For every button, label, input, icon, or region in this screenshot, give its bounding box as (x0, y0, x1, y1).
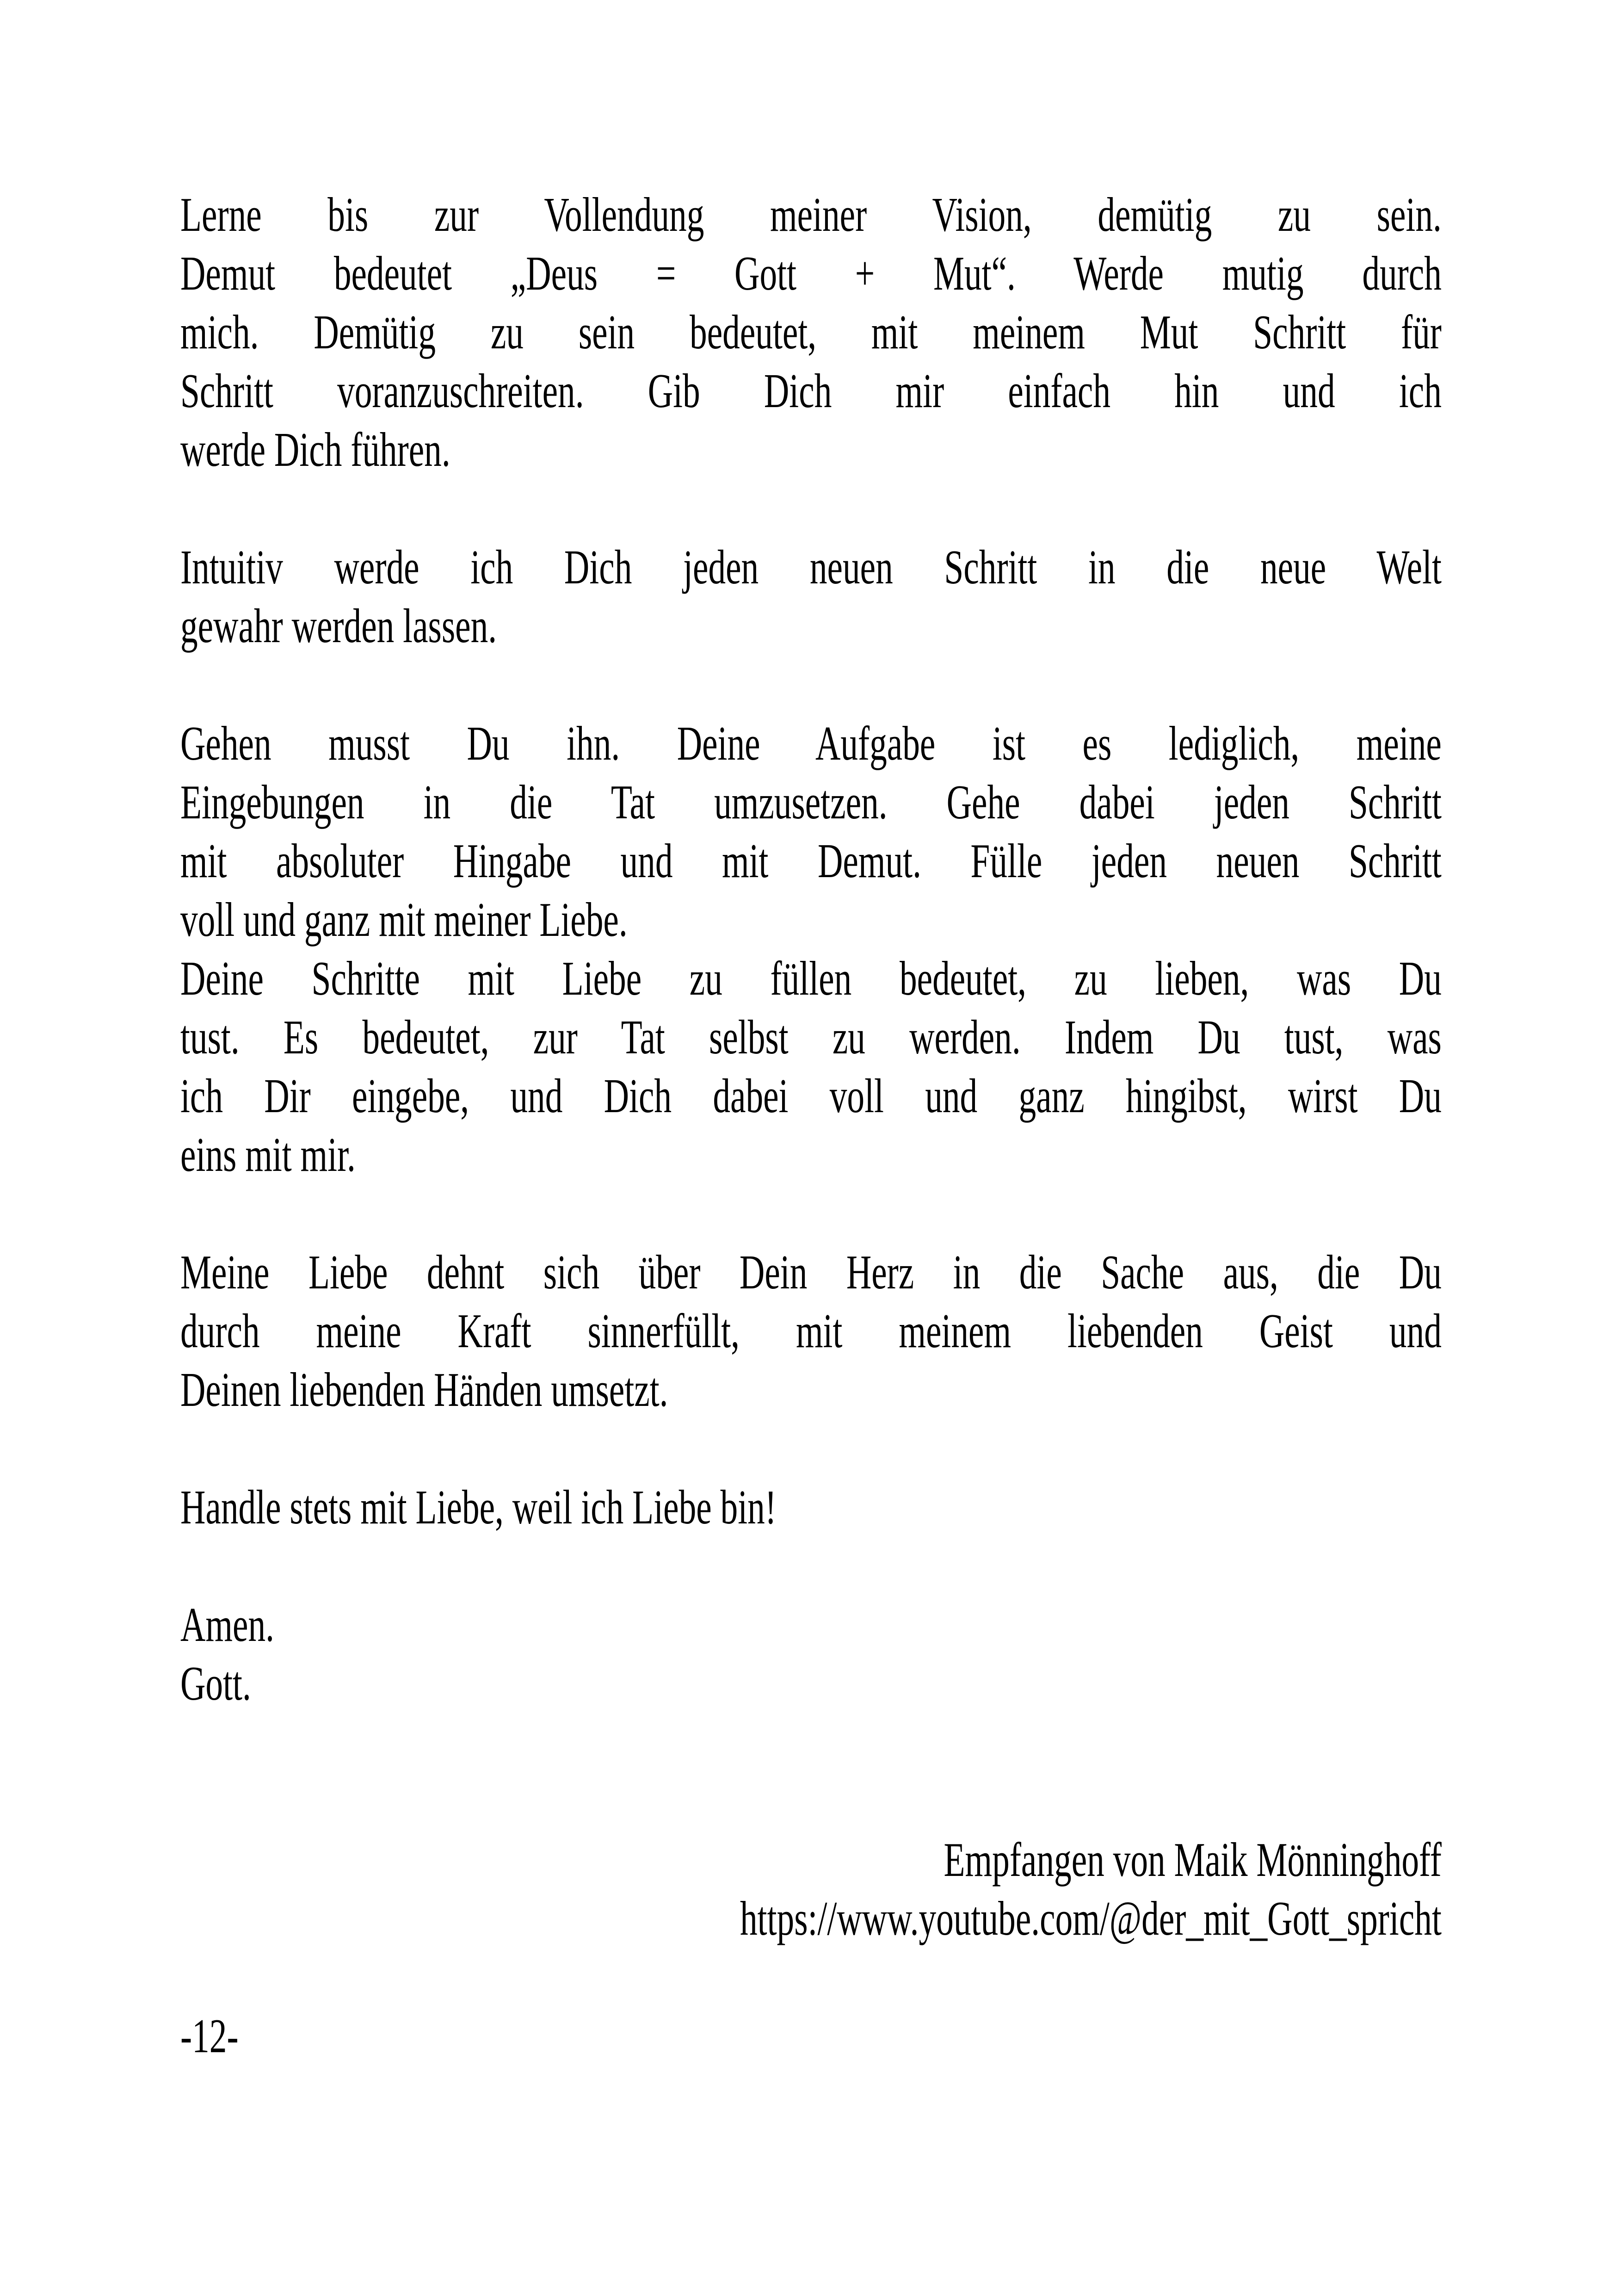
text-line: tust. Es bedeutet, zur Tat selbst zu werden. Indem Du tust, was (180, 1010, 1442, 1064)
text-line: Intuitiv werde ich Dich jeden neuen Schritt in die neue Welt (180, 540, 1442, 594)
page-footer (180, 2006, 1442, 2065)
text-line: Deine Schritte mit Liebe zu füllen bedeutet, zu lieben, was Du (180, 951, 1442, 1005)
text-line: Handle stets mit Liebe, weil ich Liebe bin! (180, 1480, 777, 1534)
text-line: eins mit mir. (180, 1127, 356, 1182)
text-line: Gehen musst Du ihn. Deine Aufgabe ist es lediglich, meine (180, 716, 1442, 770)
text-line: Gott. (180, 1656, 251, 1710)
text-line: Amen. (180, 1597, 274, 1652)
text-line: werde Dich führen. (180, 422, 450, 477)
text-line: Demut bedeutet „Deus = Gott + Mut“. Werde mutig durch (180, 246, 1442, 300)
paragraph (180, 714, 1442, 949)
paragraph (180, 1478, 1442, 1536)
paragraph (180, 538, 1442, 655)
text-line: gewahr werden lassen. (180, 599, 497, 653)
text-line: Eingebungen in die Tat umzusetzen. Gehe dabei jeden Schritt (180, 775, 1442, 829)
text-line: voll und ganz mit meiner Liebe. (180, 892, 628, 947)
text-line: Schritt voranzuschreiten. Gib Dich mir einfach hin und ich (180, 364, 1442, 418)
paragraph (180, 1243, 1442, 1419)
attribution-line: Empfangen von Maik Mönninghoff (944, 1832, 1442, 1887)
text-line: Lerne bis zur Vollendung meiner Vision, demütig zu sein. (180, 187, 1442, 241)
paragraph (180, 1654, 1442, 1713)
text-line: Deinen liebenden Händen umsetzt. (180, 1362, 668, 1417)
paragraph (180, 949, 1442, 1184)
text-block (180, 185, 1442, 2065)
text-line: durch meine Kraft sinnerfüllt, mit meinem liebenden Geist und (180, 1304, 1442, 1358)
youtube-url: https://www.youtube.com/@der_mit_Gott_spricht (740, 1891, 1442, 1945)
text-line: Meine Liebe dehnt sich über Dein Herz in die Sache aus, die Du (180, 1245, 1442, 1299)
attribution (180, 1830, 1442, 1948)
paragraph (180, 185, 1442, 479)
page-number: -12- (180, 2009, 239, 2063)
text-line: mit absoluter Hingabe und mit Demut. Fülle jeden neuen Schritt (180, 834, 1442, 888)
paragraph (180, 1595, 1442, 1654)
text-line: mich. Demütig zu sein bedeutet, mit meinem Mut Schritt für (180, 305, 1442, 359)
text-line: ich Dir eingebe, und Dich dabei voll und ganz hingibst, wirst Du (180, 1069, 1442, 1123)
